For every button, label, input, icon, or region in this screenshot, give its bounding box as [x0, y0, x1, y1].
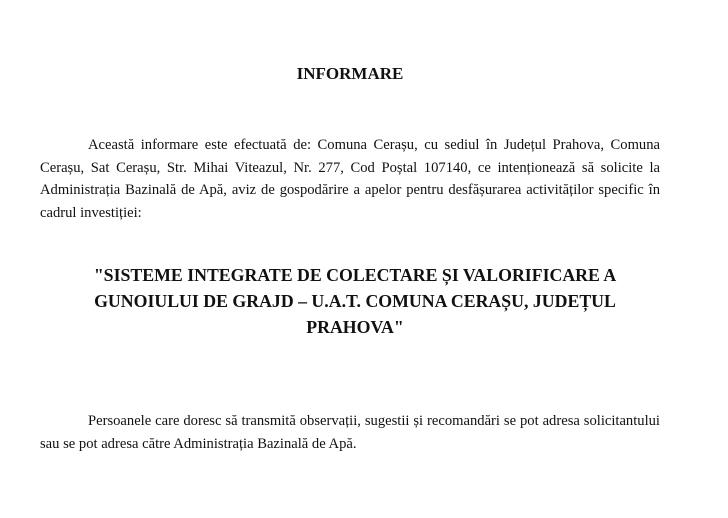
intro-paragraph: Această informare este efectuată de: Comuna Cerașu, cu sediul în Județul Prahova, Comuna Cerașu, Sat Cerașu, Str. Mihai Viteazul, Nr. 277, Cod Poștal 107140, ce intenționează să solicite la Administrația Bazinală de Apă, aviz de gospodărire a apelor pentru desfășurarea activităților specific în cadrul investiției:: [40, 137, 660, 221]
document-title: INFORMARE: [296, 64, 404, 83]
closing-paragraph: Persoanele care doresc să transmită observații, sugestii și recomandări se pot adresa solicitantului sau se pot adresa către Administrația Bazinală de Apă.: [40, 413, 660, 452]
project-title: "SISTEME INTEGRATE DE COLECTARE ȘI VALORIFICARE A GUNOIULUI DE GRAJD – U.A.T. COMUNA CERAȘU, JUDEȚUL PRAHOVA": [93, 265, 617, 337]
